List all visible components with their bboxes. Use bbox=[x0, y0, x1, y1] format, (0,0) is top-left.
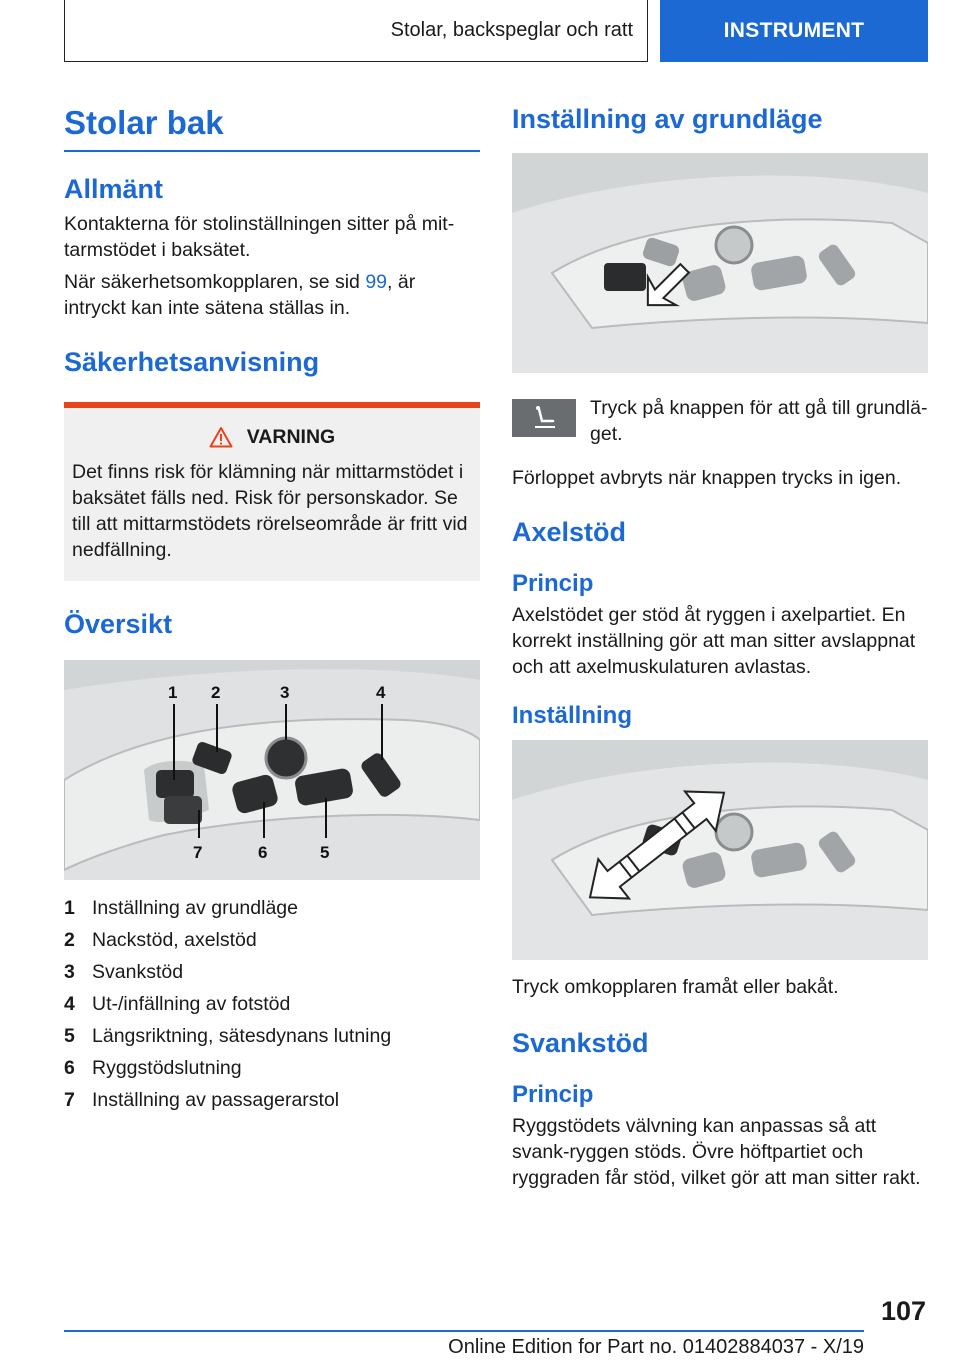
warning-label: VARNING bbox=[246, 425, 336, 448]
callout-2: 2 bbox=[211, 682, 221, 702]
legend-item bbox=[64, 1020, 480, 1052]
basic-setting-drawing bbox=[512, 153, 928, 373]
legend-item bbox=[64, 1052, 480, 1084]
warning-text: Det finns risk för klämning när mittarmstödet i baksätet fälls ned. Risk för personskador. Se till att mittarmstödets rörelseområde är fritt vid nedfällning. bbox=[72, 460, 468, 561]
general-heading: Allmänt bbox=[64, 173, 164, 204]
seat-recline-icon[interactable] bbox=[512, 399, 576, 437]
lumbar-principle-heading: Princip bbox=[512, 1081, 594, 1108]
shoulder-principle-text: Axelstödet ger stöd åt ryggen i axelpartiet. En korrekt inställning gör att man sitter avslappnat och att axelmuskulaturen avlastas. bbox=[512, 604, 916, 678]
shoulder-principle-heading: Princip bbox=[512, 570, 594, 597]
legend-item bbox=[64, 924, 480, 956]
shoulder-setting-drawing bbox=[512, 740, 928, 960]
title-rule bbox=[64, 150, 480, 152]
legend-number: 7 bbox=[64, 1088, 75, 1111]
legend-item bbox=[64, 956, 480, 988]
basic-setting-image bbox=[512, 153, 928, 373]
callout-1: 1 bbox=[168, 682, 178, 702]
legend-text: Ut-/infällning av fotstöd bbox=[92, 992, 291, 1015]
legend-text: Inställning av grundläge bbox=[92, 896, 298, 919]
callout-4: 4 bbox=[376, 682, 386, 702]
legend-number: 5 bbox=[64, 1024, 75, 1047]
legend-list bbox=[64, 892, 480, 1116]
legend-text: Längsriktning, sätesdynans lutning bbox=[92, 1024, 392, 1047]
legend-number: 4 bbox=[64, 992, 75, 1015]
general-p2-before: När säkerhetsomkopplaren, se sid bbox=[64, 270, 366, 293]
shoulder-heading: Axelstöd bbox=[512, 517, 627, 547]
warning-triangle-icon bbox=[209, 426, 233, 448]
legend-number: 1 bbox=[64, 896, 75, 919]
shoulder-setting-text: Tryck omkopplaren framåt eller bakåt. bbox=[512, 976, 839, 998]
legend-text: Inställning av passagerarstol bbox=[92, 1088, 340, 1111]
section-tab[interactable]: INSTRUMENT bbox=[660, 0, 928, 62]
lumbar-principle-text: Ryggstödets välvning kan anpassas så att svank-ryggen stöds. Övre höftpartiet och ryggraden får stöd, vilket gör att man sitter rakt. bbox=[512, 1115, 921, 1189]
shoulder-setting-heading: Inställning bbox=[512, 702, 632, 729]
legend-item bbox=[64, 892, 480, 924]
chapter-title: Stolar, backspeglar och ratt bbox=[64, 0, 648, 62]
footer-rule bbox=[64, 1330, 864, 1332]
right-column bbox=[512, 96, 928, 1191]
footer-edition: Online Edition for Part no. 01402884037 - X/19 bbox=[448, 1336, 864, 1358]
legend-text: Ryggstödslutning bbox=[92, 1056, 242, 1079]
overview-heading: Översikt bbox=[64, 608, 173, 639]
legend-item bbox=[64, 988, 480, 1020]
page-99-link[interactable]: 99 bbox=[365, 270, 388, 293]
basic-setting-heading: Inställning av grundläge bbox=[512, 104, 823, 134]
lumbar-heading: Svankstöd bbox=[512, 1028, 649, 1058]
page-number: 107 bbox=[880, 1296, 926, 1326]
callout-6: 6 bbox=[258, 842, 268, 862]
basic-cancel-text: Förloppet avbryts när knappen trycks in igen. bbox=[512, 467, 902, 489]
shoulder-setting-image bbox=[512, 740, 928, 960]
legend-number: 6 bbox=[64, 1056, 75, 1079]
legend-number: 2 bbox=[64, 928, 75, 951]
legend-text: Nackstöd, axelstöd bbox=[92, 928, 257, 951]
seat-recline-glyph bbox=[529, 405, 559, 431]
legend-text: Svankstöd bbox=[92, 960, 184, 983]
callout-7: 7 bbox=[193, 842, 203, 862]
page-title: Stolar bak bbox=[64, 104, 224, 141]
basic-setting-instruction bbox=[512, 395, 928, 447]
callout-3: 3 bbox=[280, 682, 290, 702]
safety-heading: Säkerhetsanvisning bbox=[64, 346, 320, 377]
page-header bbox=[64, 0, 928, 64]
left-column bbox=[64, 96, 480, 1116]
legend-item bbox=[64, 1084, 480, 1116]
warning-box bbox=[64, 408, 480, 581]
general-paragraph-2 bbox=[64, 269, 480, 321]
legend-number: 3 bbox=[64, 960, 75, 983]
callout-5: 5 bbox=[320, 842, 330, 862]
warning-title bbox=[72, 426, 472, 449]
basic-setting-text: Tryck på knappen för att gå till grundlä-get. bbox=[590, 397, 928, 445]
overview-controls-drawing bbox=[64, 660, 480, 880]
general-paragraph-1: Kontakterna för stolinställningen sitter på mit-tarmstödet i baksätet. bbox=[64, 212, 455, 261]
general-p2-after: , är intryckt kan inte sätena ställas in. bbox=[64, 270, 416, 319]
overview-controls-image bbox=[64, 660, 480, 880]
